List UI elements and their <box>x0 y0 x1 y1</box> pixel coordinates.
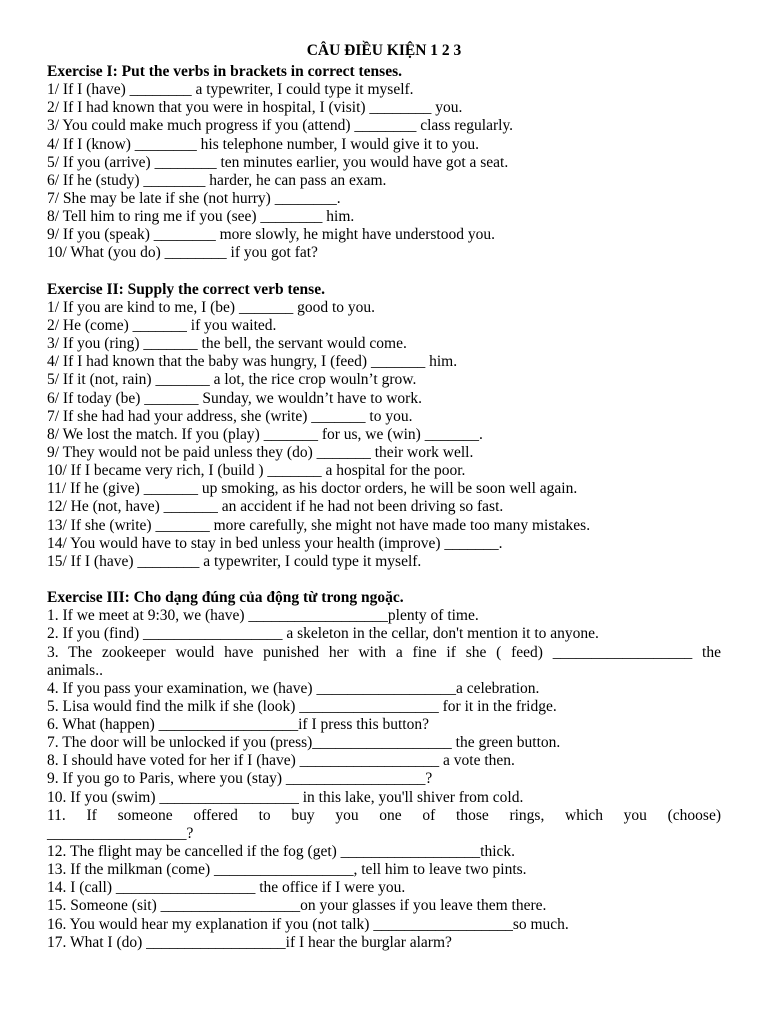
exercise-2-item: 3/ If you (ring) _______ the bell, the servant would come. <box>47 335 407 353</box>
exercise-3-item: 17. What I (do) __________________if I hear the burglar alarm? <box>47 933 452 951</box>
exercise-1-item: 5/ If you (arrive) ________ ten minutes earlier, you would have got a seat. <box>47 153 509 171</box>
section-spacer <box>47 263 721 281</box>
exercise-1-item: 7/ She may be late if she (not hurry) ________. <box>47 189 341 207</box>
exercise-2-item: 4/ If I had known that the baby was hungry, I (feed) _______ him. <box>47 353 458 371</box>
exercise-3-item-continuation: animals.. <box>47 661 103 679</box>
exercise-1-item: 6/ If he (study) ________ harder, he can pass an exam. <box>47 171 387 189</box>
exercise-3-item: 7. The door will be unlocked if you (press)__________________ the green button. <box>47 734 561 752</box>
exercise-3-item: 16. You would hear my explanation if you (not talk) __________________so much. <box>47 915 569 933</box>
exercise-3-item: 6. What (happen) __________________if I press this button? <box>47 716 429 734</box>
exercise-2-item: 12/ He (not, have) _______ an accident if he had not been driving so fast. <box>47 498 504 516</box>
exercise-2-item: 9/ They would not be paid unless they (do) _______ their work well. <box>47 443 474 461</box>
exercise-3-item: 14. I (call) __________________ the office if I were you. <box>47 879 406 897</box>
exercise-2-item: 5/ If it (not, rain) _______ a lot, the rice crop wouln’t grow. <box>47 371 417 389</box>
exercise-3-item: 3. The zookeeper would have punished her with a fine if she ( feed) __________________ the <box>47 643 721 661</box>
exercise-1-item: 8/ Tell him to ring me if you (see) ________ him. <box>47 208 355 226</box>
exercise-1-item: 10/ What (you do) ________ if you got fat? <box>47 244 318 262</box>
exercise-2-item: 11/ If he (give) _______ up smoking, as his doctor orders, he will be soon well again. <box>47 480 578 498</box>
exercise-2-item: 2/ He (come) _______ if you waited. <box>47 316 277 334</box>
exercise-2-item: 10/ If I became very rich, I (build ) _______ a hospital for the poor. <box>47 462 466 480</box>
exercise-2-heading: Exercise II: Supply the correct verb tense. <box>47 280 325 298</box>
section-spacer <box>47 571 721 589</box>
exercise-3-item: 1. If we meet at 9:30, we (have) __________________plenty of time. <box>47 607 479 625</box>
exercise-1-item: 3/ You could make much progress if you (attend) ________ class regularly. <box>47 117 514 135</box>
exercise-3-item: 5. Lisa would find the milk if she (look) __________________ for it in the fridge. <box>47 697 557 715</box>
exercise-1-heading: Exercise I: Put the verbs in brackets in correct tenses. <box>47 63 402 80</box>
worksheet-content <box>47 63 721 952</box>
exercise-3-item: 9. If you go to Paris, where you (stay) __________________? <box>47 770 433 788</box>
page-title: CÂU ĐIỀU KIỆN 1 2 3 <box>306 42 462 59</box>
exercise-1-item: 1/ If I (have) ________ a typewriter, I could type it myself. <box>47 81 414 99</box>
exercise-2-item: 15/ If I (have) ________ a typewriter, I could type it myself. <box>47 552 422 570</box>
exercise-3-item: 11. If someone offered to buy you one of those rings, which you (choose) <box>47 806 721 824</box>
exercise-3-item: 15. Someone (sit) __________________on your glasses if you leave them there. <box>47 897 547 915</box>
exercise-3-heading: Exercise III: Cho dạng đúng của động từ trong ngoặc. <box>47 589 404 607</box>
exercise-1-item: 2/ If I had known that you were in hospital, I (visit) ________ you. <box>47 99 463 117</box>
exercise-2-item: 6/ If today (be) _______ Sunday, we wouldn’t have to work. <box>47 389 422 407</box>
exercise-3-item: 4. If you pass your examination, we (have) __________________a celebration. <box>47 679 540 697</box>
exercise-2-item: 1/ If you are kind to me, I (be) _______ good to you. <box>47 298 376 316</box>
exercise-2-item: 13/ If she (write) _______ more carefully, she might not have made too many mistakes. <box>47 516 591 534</box>
exercise-3-item-continuation: __________________? <box>47 824 194 842</box>
exercise-2-item: 7/ If she had had your address, she (write) _______ to you. <box>47 407 413 425</box>
exercise-1-item: 4/ If I (know) ________ his telephone number, I would give it to you. <box>47 135 480 153</box>
exercise-2-item: 8/ We lost the match. If you (play) _______ for us, we (win) _______. <box>47 425 483 443</box>
exercise-3-item: 10. If you (swim) __________________ in this lake, you'll shiver from cold. <box>47 788 524 806</box>
exercise-2-item: 14/ You would have to stay in bed unless your health (improve) _______. <box>47 534 503 552</box>
exercise-3-item: 2. If you (find) __________________ a skeleton in the cellar, don't mention it to anyone. <box>47 625 599 643</box>
exercise-3-item: 12. The flight may be cancelled if the fog (get) __________________thick. <box>47 843 516 861</box>
exercise-3-item: 8. I should have voted for her if I (have) __________________ a vote then. <box>47 752 515 770</box>
exercise-3-item: 13. If the milkman (come) __________________, tell him to leave two pints. <box>47 861 527 879</box>
exercise-1-item: 9/ If you (speak) ________ more slowly, he might have understood you. <box>47 226 495 244</box>
